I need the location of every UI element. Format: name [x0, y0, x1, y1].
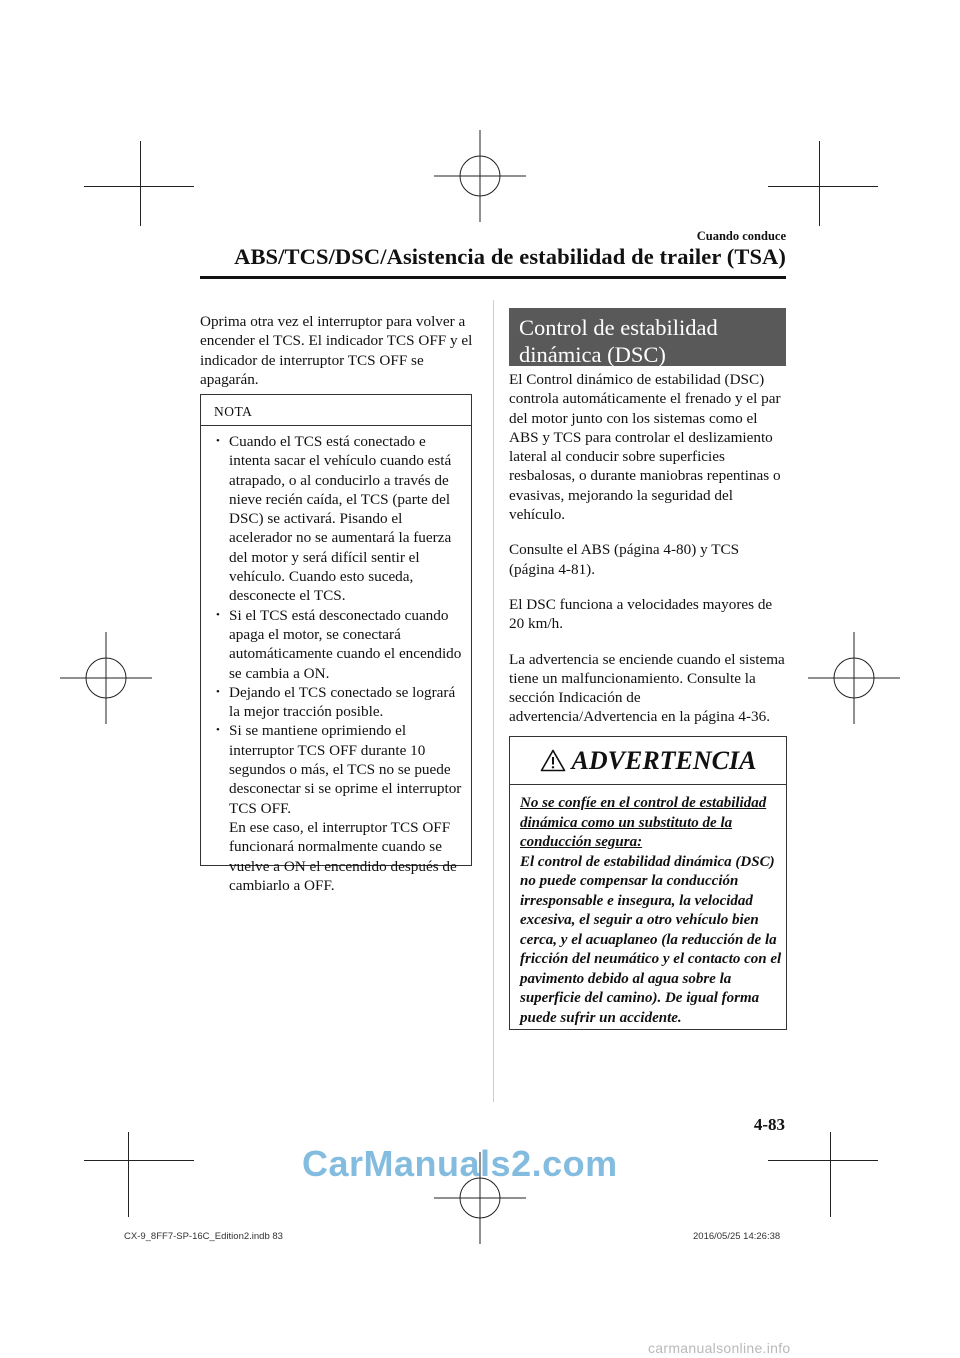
body-paragraph: El DSC funciona a velocidades mayores de 20 km/h. — [509, 595, 773, 633]
warning-triangle-icon — [540, 749, 566, 772]
body-paragraph: El Control dinámico de estabilidad (DSC) controla automáticamente el frenado y el par del motor junto con los sistemas como el ABS y TCS para controlar el deslizamiento lateral al conducir sobre superficies resbalosas, o durante maniobras repentinas o evasivas, mejorando la seguridad del vehículo. — [509, 371, 781, 524]
print-timestamp: 2016/05/25 14:26:38 — [693, 1231, 781, 1242]
warning-title: ADVERTENCIA — [571, 745, 757, 775]
note-item-continuation: En ese caso, el interruptor TCS OFF funcionará normalmente cuando se vuelve a ON el encendido después de cambiarlo a OFF. — [229, 818, 457, 894]
note-list — [201, 426, 471, 895]
registration-mark-icon — [808, 632, 900, 724]
registration-mark-icon — [60, 632, 152, 724]
crop-mark — [84, 186, 194, 187]
right-column — [509, 370, 785, 743]
note-item: • Dejando el TCS conectado se logrará la mejor tracción posible. — [214, 683, 465, 722]
intro-paragraph: Oprima otra vez el interruptor para volver a encender el TCS. El indicador TCS OFF y el indicador de interruptor TCS OFF se apagarán. — [200, 313, 473, 388]
note-title: NOTA — [201, 395, 471, 426]
note-box — [200, 394, 472, 894]
left-column — [200, 312, 475, 405]
page-number: 4-83 — [753, 1115, 785, 1134]
note-item: • Cuando el TCS está conectado e intenta sacar el vehículo cuando está atrapado, o al conducirlo a través de nieve recién caída, el TCS (parte del DSC) se activará. Pisando el acelerador no se aumentará la fuerza del motor y será difícil sentir el vehículo. Cuando esto suceda, desconecte el TCS. — [214, 432, 465, 606]
crop-mark — [128, 1132, 129, 1217]
warning-header — [510, 737, 786, 785]
note-item-text: Si se mantiene oprimiendo el interruptor TCS OFF durante 10 segundos o más, el TCS no se puede desconectar si se oprime el interruptor TCS OFF. — [229, 722, 462, 817]
warning-underlined-text: No se confíe en el control de estabilidad dinámica como un substituto de la conducción segura: — [520, 795, 767, 850]
column-divider — [493, 300, 494, 1102]
crop-mark — [140, 141, 141, 226]
body-paragraph: Consulte el ABS (página 4-80) y TCS (página 4-81). — [509, 541, 740, 578]
crop-mark — [84, 1160, 194, 1161]
header-rule — [200, 276, 786, 279]
note-item — [214, 721, 465, 895]
warning-text: El control de estabilidad dinámica (DSC) no puede compensar la conducción irresponsable e insegura, la velocidad excesiva, el seguir a otro vehículo bien cerca, y el acuaplaneo (la reducción de la fricción del neumático y el contacto con el pavimento debido al agua sobre la superficie del camino). De igual forma puede sufrir un accidente. — [520, 853, 782, 1026]
note-item: • Si el TCS está desconectado cuando apaga el motor, se conectará automáticamente cuando el encendido se cambia a ON. — [214, 606, 465, 683]
warning-body — [510, 785, 786, 1028]
crop-mark — [768, 186, 878, 187]
watermark: CarManuals2.com — [302, 1143, 618, 1184]
crop-mark — [830, 1132, 831, 1217]
registration-mark-icon — [434, 130, 526, 222]
chapter-title: ABS/TCS/DSC/Asistencia de estabilidad de trailer (TSA) — [234, 244, 786, 269]
dsc-heading: Control de estabilidad dinámica (DSC) — [509, 308, 786, 366]
crop-mark — [819, 141, 820, 226]
site-watermark: carmanualsonline.info — [648, 1340, 791, 1356]
section-label: Cuando conduce — [696, 229, 786, 243]
body-paragraph: La advertencia se enciende cuando el sistema tiene un malfuncionamiento. Consulte la sección Indicación de advertencia/Advertencia en la página 4-36. — [509, 650, 785, 726]
warning-box — [509, 736, 787, 1030]
crop-mark — [768, 1160, 878, 1161]
file-info: CX-9_8FF7-SP-16C_Edition2.indb 83 — [124, 1231, 283, 1242]
